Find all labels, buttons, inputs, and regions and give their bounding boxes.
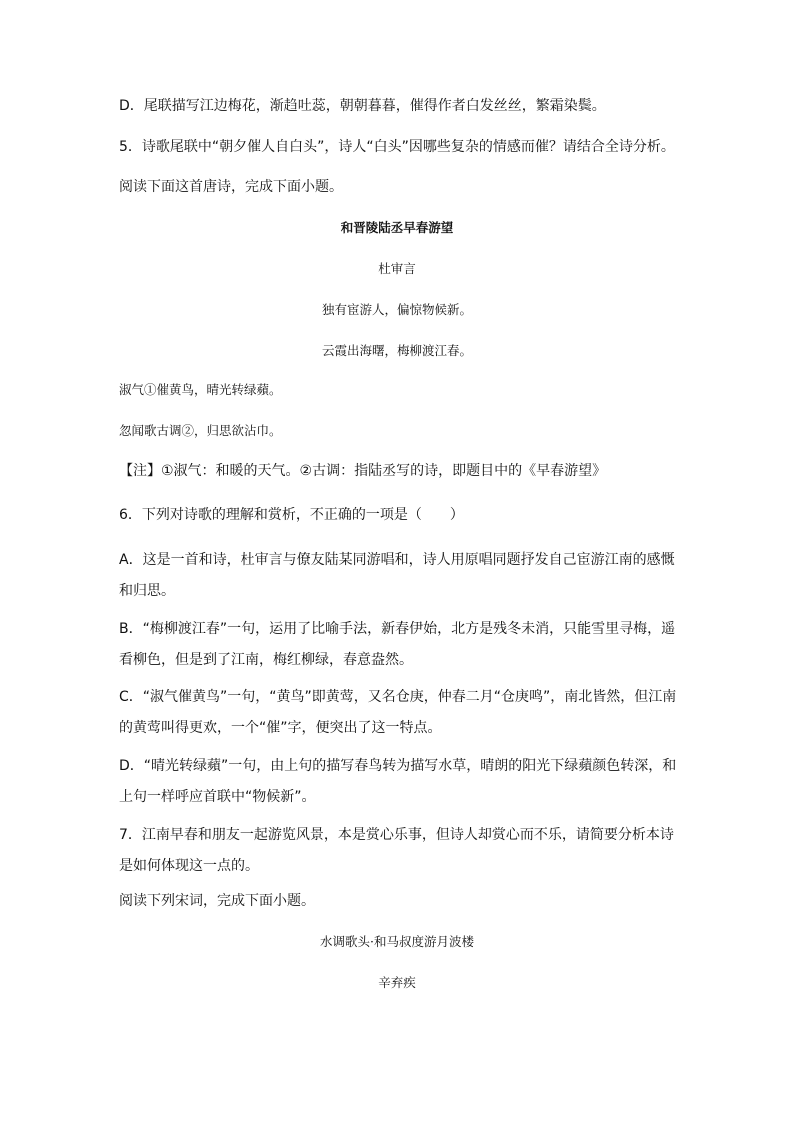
question-7: 7．江南早春和朋友一起游览风景，本是赏心乐事，但诗人却赏心而不乐，请简要分析本诗是如何体现这一点的。 bbox=[119, 827, 674, 874]
option-c: C．“淑气催黄鸟”一句，“黄鸟”即黄莺，又名仓庚，仲春二月“仓庚鸣”，南北皆然，但江南的黄莺叫得更欢，一个“催”字，便突出了这一特点。 bbox=[119, 689, 677, 736]
poem-line: 独有宦游人，偏惊物候新。 bbox=[321, 302, 472, 317]
poem-line: 云霞出海曙，梅柳渡江春。 bbox=[321, 343, 472, 358]
poem-author: 杜审言 bbox=[378, 261, 416, 276]
question-6: 6．下列对诗歌的理解和赏析，不正确的一项是（ ） bbox=[119, 507, 464, 523]
ci-title: 水调歌头·和马叔度游月波楼 bbox=[320, 934, 474, 949]
question-5: 5．诗歌尾联中“朝夕催人自白头”，诗人“白头”因哪些复杂的情感而催？请结合全诗分析。 bbox=[119, 139, 675, 155]
option-d-prev: D．尾联描写江边梅花，渐趋吐蕊，朝朝暮暮，催得作者白发丝丝，繁霜染鬓。 bbox=[119, 98, 606, 114]
reading-intro-2: 阅读下列宋词，完成下面小题。 bbox=[119, 893, 315, 909]
reading-intro-1: 阅读下面这首唐诗，完成下面小题。 bbox=[119, 179, 343, 195]
poem-note: 【注】①淑气：和暖的天气。②古调：指陆丞写的诗，即题目中的《早春游望》 bbox=[119, 463, 607, 479]
option-b: B．“梅柳渡江春”一句，运用了比喻手法，新春伊始，北方是残冬未消，只能雪里寻梅，遥看柳色，但是到了江南，梅红柳绿，春意盎然。 bbox=[119, 621, 676, 668]
poem-title: 和晋陵陆丞早春游望 bbox=[340, 220, 454, 235]
ci-author: 辛弃疾 bbox=[378, 975, 416, 990]
option-a: A．这是一首和诗，杜审言与僚友陆某同游唱和，诗人用原唱同题抒发自己宦游江南的感慨和归思。 bbox=[119, 552, 675, 599]
poem-line: 忽闻歌古调②，归思欲沾巾。 bbox=[119, 423, 282, 438]
poem-line: 淑气①催黄鸟，晴光转绿蘋。 bbox=[119, 382, 282, 397]
option-d: D．“晴光转绿蘋”一句，由上句的描写春鸟转为描写水草，晴朗的阳光下绿蘋颜色转深，和上句一样呼应首联中“物候新”。 bbox=[119, 758, 677, 805]
